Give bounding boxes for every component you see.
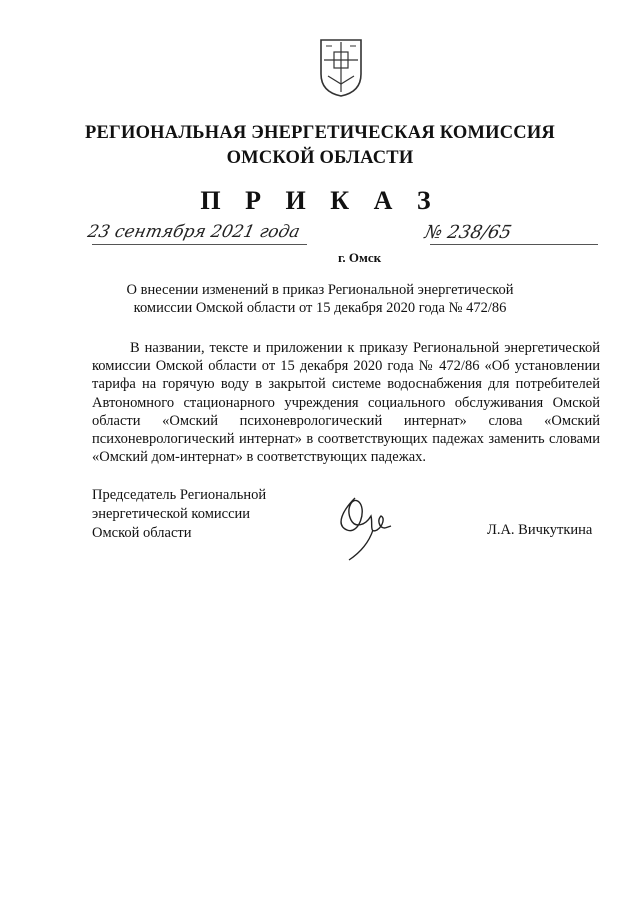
handwritten-date: 23 сентября 2021 года — [85, 222, 302, 242]
position-line2: энергетической комиссии — [92, 506, 251, 522]
order-subject — [100, 281, 540, 317]
date-underline — [92, 244, 307, 245]
order-body-paragraph: В названии, тексте и приложении к приказу Региональной энергетической комиссии Омской области от 15 декабря 2020 года № 472/86 «Об установлении тарифа на горячую воду в закрытой системе водоснабжения для потребителей Автономного стационарного учреждения социального обслуживания Омской области «Омский психоневрологический интернат» слова «Омский психоневрологический интернат» в соответствующих падежах заменить словами «Омский дом-интернат» в соответствующих падежах. — [92, 340, 600, 466]
signatory-position — [92, 486, 302, 543]
position-line3: Омской области — [92, 525, 192, 541]
signatory-name: Л.А. Вичкуткина — [487, 522, 593, 538]
coat-of-arms-emblem — [318, 36, 364, 98]
subject-line1: О внесении изменений в приказ Региональной энергетической — [126, 282, 514, 298]
city-label: г. Омск — [338, 250, 382, 265]
organization-name-line2: ОМСКОЙ ОБЛАСТИ — [226, 148, 414, 168]
position-line1: Председатель Региональной — [92, 487, 267, 503]
document-type-title: П Р И К А З — [200, 186, 440, 215]
subject-line2: комиссии Омской области от 15 декабря 2020 года № 472/86 — [133, 300, 507, 316]
handwritten-signature — [325, 490, 405, 565]
organization-name-line1: РЕГИОНАЛЬНАЯ ЭНЕРГЕТИЧЕСКАЯ КОМИССИЯ — [84, 123, 555, 143]
handwritten-number: № 238/65 — [422, 222, 514, 243]
number-underline — [430, 244, 598, 245]
